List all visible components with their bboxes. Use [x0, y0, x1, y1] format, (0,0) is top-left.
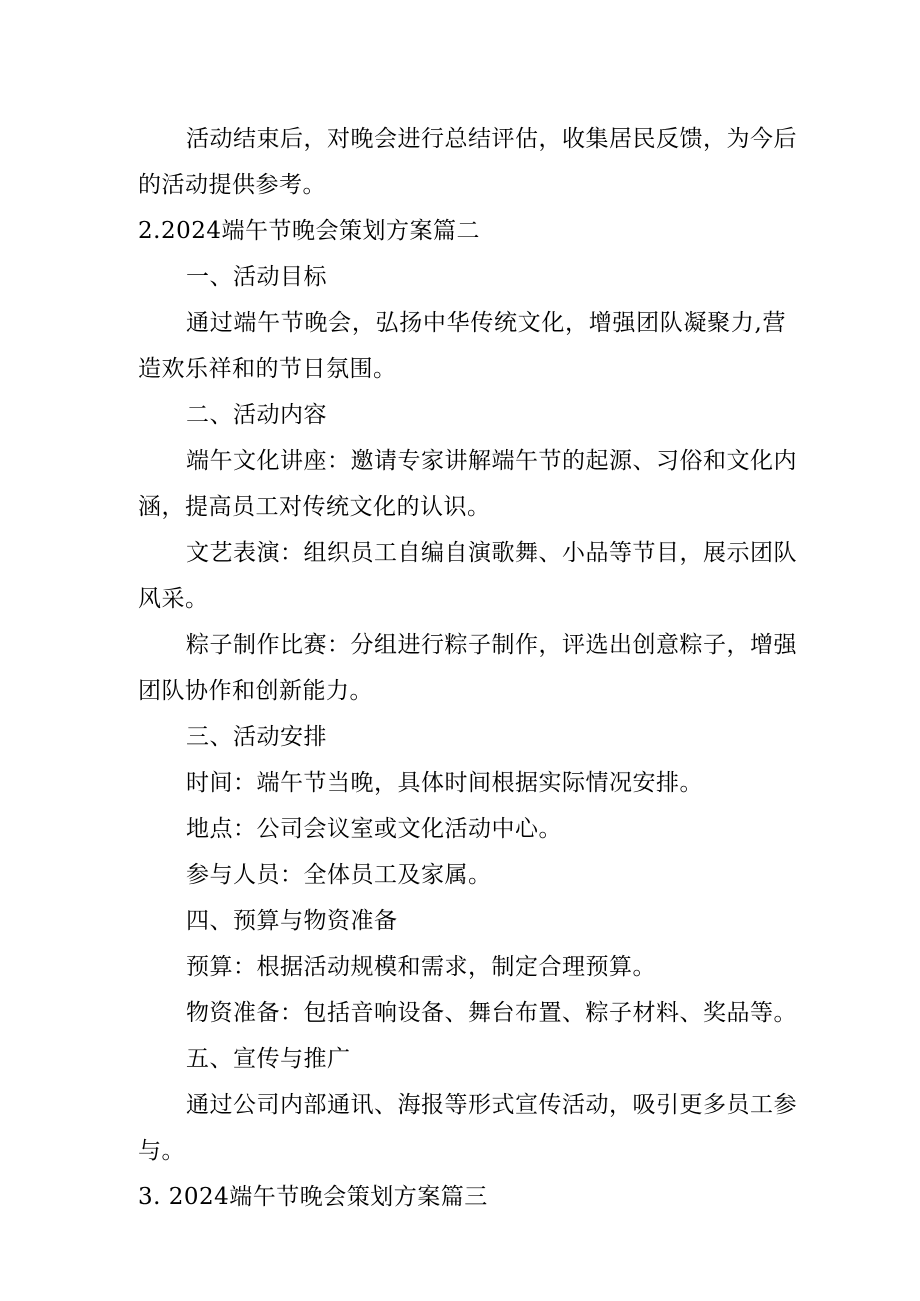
paragraph-line: 团队协作和创新能力。 [138, 678, 373, 704]
subsection-heading: 四、预算与物资准备 [186, 908, 398, 934]
subsection-heading: 二、活动内容 [186, 402, 327, 428]
paragraph-line: 与。 [138, 1138, 185, 1164]
paragraph-line: 涵，提高员工对传统文化的认识。 [138, 494, 491, 520]
paragraph-line: 时间：端午节当晚，具体时间根据实际情况安排。 [186, 770, 703, 796]
paragraph-line: 预算：根据活动规模和需求，制定合理预算。 [186, 954, 656, 980]
paragraph-line: 地点：公司会议室或文化活动中心。 [186, 816, 562, 842]
paragraph-line: 参与人员：全体员工及家属。 [186, 862, 492, 888]
section-heading: 2.2024端午节晚会策划方案篇二 [138, 218, 480, 244]
section-heading: 3. 2024端午节晚会策划方案篇三 [138, 1184, 488, 1210]
paragraph-line: 造欢乐祥和的节日氛围。 [138, 356, 397, 382]
paragraph-line: 活动结束后，对晚会进行总结评估，收集居民反馈，为今后 [186, 126, 797, 152]
paragraph-line: 物资准备：包括音响设备、舞台布置、粽子材料、奖品等。 [186, 1000, 797, 1026]
paragraph-line: 通过公司内部通讯、海报等形式宣传活动，吸引更多员工参 [186, 1092, 797, 1118]
paragraph-line: 端午文化讲座：邀请专家讲解端午节的起源、习俗和文化内 [186, 448, 797, 474]
subsection-heading: 一、活动目标 [186, 264, 327, 290]
paragraph-line: 风采。 [138, 586, 209, 612]
subsection-heading: 五、宣传与推广 [186, 1046, 351, 1072]
subsection-heading: 三、活动安排 [186, 724, 327, 750]
paragraph-line: 的活动提供参考。 [138, 172, 326, 198]
document-page [138, 116, 797, 1220]
paragraph-line: 文艺表演：组织员工自编自演歌舞、小品等节目，展示团队 [186, 540, 797, 566]
paragraph-line: 通过端午节晚会，弘扬中华传统文化，增强团队凝聚力,营 [186, 310, 786, 336]
paragraph-line: 粽子制作比赛：分组进行粽子制作，评选出创意粽子，增强 [186, 632, 797, 658]
